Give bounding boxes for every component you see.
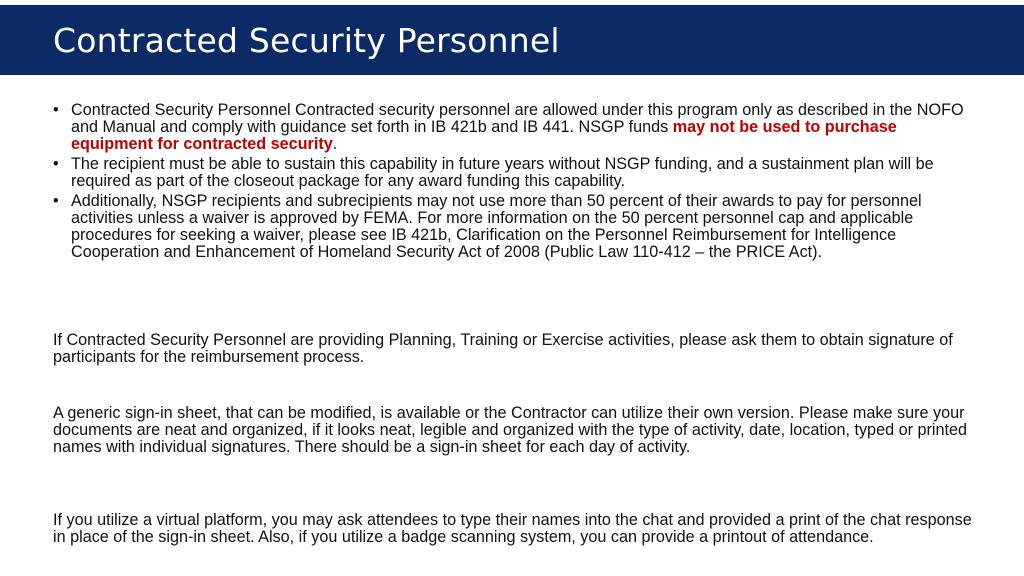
bullet-item-contracted-personnel [53,102,983,153]
bullet-item-sustainment [53,156,983,190]
page-title: Contracted Security Personnel [53,21,560,60]
emphasis-text: may not be used to purchase equipment for contracted security [71,118,897,153]
bullet-text: The recipient must be able to sustain this capability in future years without NSGP funding, and a sustainment plan will be required as part of the closeout package for any award funding this capability. [71,155,934,190]
bullet-list [53,102,983,261]
bullet-icon: • [53,101,59,119]
title-bar [0,5,1024,75]
bullet-text: Additionally, NSGP recipients and subrecipients may not use more than 50 percent of their awards to pay for personnel activities unless a waiver is approved by FEMA. For more information on the 50 percent personnel cap and applicable procedures for seeking a waiver, please see IB 421b, Clarification on the Personnel Reimbursement for Intelligence Cooperation and Enhancement of Homeland Security Act of 2008 (Public Law 110-412 – the PRICE Act). [71,192,922,261]
bullet-item-personnel-cap [53,193,983,261]
bullet-section [53,102,983,264]
bullet-text-end: . [332,135,338,153]
paragraph-planning-training: If Contracted Security Personnel are providing Planning, Training or Exercise activities, please ask them to obtain signature of participants for the reimbursement process. [53,331,953,366]
bullet-icon: • [53,155,59,173]
bullet-text: Contracted Security Personnel Contracted security personnel are allowed under this program only as described in the NOFO and Manual and comply with guidance set forth in IB 421b and IB 441. NSGP funds [71,101,964,136]
paragraph-virtual-platform: If you utilize a virtual platform, you may ask attendees to type their names into the chat and provided a print of the chat response in place of the sign-in sheet. Also, if you utilize a badge scanning system, you can provide a printout of attendance. [53,511,972,546]
bullet-icon: • [53,192,59,210]
paragraph-sign-in-sheet: A generic sign-in sheet, that can be modified, is available or the Contractor can utilize their own version. Please make sure your documents are neat and organized, if it looks neat, legible and organized with the type of activity, date, location, typed or printed names with individual signatures. There should be a sign-in sheet for each day of activity. [53,404,967,456]
